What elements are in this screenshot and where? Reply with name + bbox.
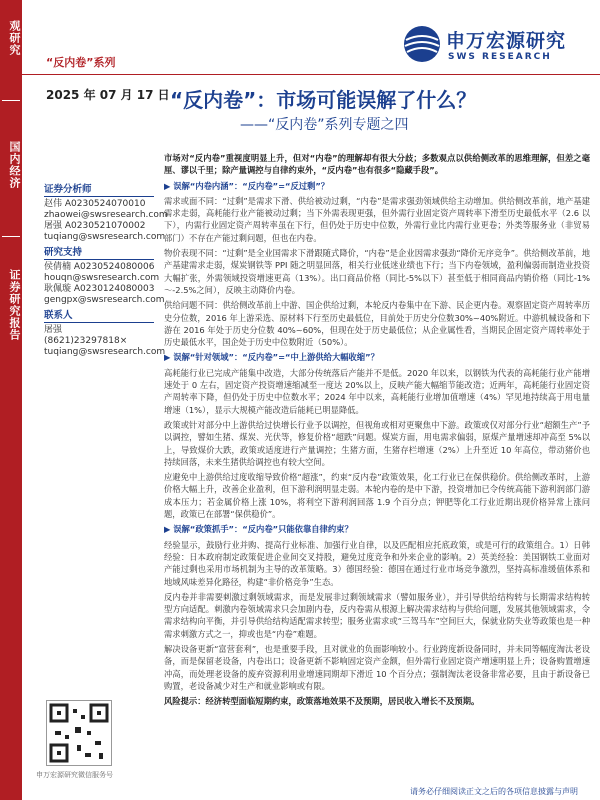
- analyst-line: 赵伟 A0230524070010: [44, 199, 146, 209]
- paragraph: 解决设备更新“富营套利”，也是重要手段，且对就业的负面影响较小。行业跨度新设备同时，并未同等幅度淘汰老设备，而是保留老设备，内卷出口；设备更新不影响固定资产金额，但外需行业固定资产增速明显上升；设备购置增速冲高，而处理老设备的废弃资源利用业增速同期却下滑近 10 个百分点；强制淘汰老设备非常必要，且由于新设备已购置，老设备减少对生产和就业影响或有限。: [164, 643, 590, 691]
- section-title-2: ▶ 误解“针对领域”：“反内卷”=“中上游供给大幅收缩”？: [164, 352, 379, 363]
- paragraph: 需求或面不同：“过剩”是需求下滑、供给被动过剩，“内卷”是需求强劲领域供给主动增加。供给侧改革前，地产基建需求走弱，高耗能行业产能被动过剩；当下外需表现更强，但外需行业固定资产周转率下滑至历史最低水平（2.6 以下），内需行业固定资产周转率虽在下行，但仍处于历史中位数，外需行业比内需行业更卷；外类等服务业（非贸易部门）不存在产能过剩问题，但也在内卷。: [164, 195, 590, 243]
- leftbar-label-report: 证券研究报告: [8, 269, 21, 341]
- header-rule: [22, 74, 600, 75]
- report-title: “反内卷”：市场可能误解了什么？: [170, 88, 477, 112]
- paragraph: 物价表现不同：“过剩”是全业国需求下滑跟随式降价，“内卷”是企业因需求强劲“降价无序竞争”。供给侧改革前，地产基建需求走弱，煤炭钢铁等 PPI 随之明显回落，相关行业低迷业绩也下行；当下内卷领域，盈利偏弱而制造业投资大幅扩张，外需领域投资增速更高（13%）。出口商品价格（同比-5%以下）甚至低于相同商品内销价格（同比-1%～-2.5%之间），反映主动降价内卷。: [164, 248, 590, 295]
- report-summary: [164, 152, 590, 710]
- analyst-email[interactable]: tuqiang@swsresearch.com: [44, 232, 166, 242]
- qr-code-icon: [47, 701, 111, 765]
- assistant-email[interactable]: gengpx@swsresearch.com: [44, 295, 165, 305]
- paragraph: 反内卷并非需要刺激过剩领域需求，而是发展非过剩领域需求（譬如服务业），并引导供给结构转与长期需求结构转型方向适配。刺激内卷领域需求只会加剧内卷，反内卷需从根源上解决需求结构与供给问题，发展其他领域需求，令需求结构向平衡，并引导供给结构适配需求转型；服务业需求或“三驾马车”空间巨大，保就业防失业等政策也是一种需求刺激方式之一，抑或也是“内卷”难题。: [164, 591, 590, 639]
- section-title-3: ▶ 误解“政策抓手”：“反内卷”只能依靠自律约束？: [164, 524, 353, 535]
- risk-warning: 风险提示：经济转型面临短期约束，政策落地效果不及预期，居民收入增长不及预期。: [164, 696, 480, 707]
- leftbar-divider: [2, 100, 20, 101]
- company-logo: [402, 24, 587, 68]
- paragraph: 政策或针对部分中上游供给过快增长行业予以调控，但视角或相对更聚焦中下游。政策或仅对部分行业“超额生产”予以调控，譬如生猪、煤炭、光伏等，修复价格“超跌”问题。煤炭方面，用电需求偏弱，原煤产量增速却冲高至 5%以上，导致煤价大跌，政策或适度进行产量调控；生猪方面，生猪存栏增速（2%）上升至近 10 年高位，带动猪价也持续回落，未来生猪供给调控也有较大空间。: [164, 419, 590, 467]
- assistant-email[interactable]: houqn@swsresearch.com: [44, 273, 160, 283]
- analyst-sidebar: [44, 180, 168, 358]
- intro-paragraph: 市场对“反内卷”重视度明显上升，但对“内卷”的理解却有很大分歧；多数观点以供给侧改革的思维理解，但差之毫厘、谬以千里；除产量调控与自律约束外，“反内卷”也有很多“隐藏手段”。: [164, 153, 590, 176]
- leftbar-divider: [2, 236, 20, 237]
- paragraph: 经验显示，鼓励行业并购、提高行业标准、加强行业自律，以及匹配相应托底政策，或是可行的政策组合。1）日韩经验：日本政府制定政策促进企业间交叉持股，避免过度竞争和外来企业的影响。2）英美经验：美国钢铁工业面对产能过剩也采用市场机制为主导的改革策略。3）德国经验：德国在通过行业市场竞争激烈，坚持高标准缓值体系和地域风味差异化路径，构建“非价格竞争”生态。: [164, 539, 590, 587]
- paragraph: 供给问题不同：供给侧改革前上中游、国企供给过剩，本轮反内卷集中在下游、民企更内卷。观察固定资产周转率历史分位数，2016 年上游采选、原材料下行至历史最低位，目前处于历史分位数30%~40%附近。中游机械设备和下游在 2016 年处于历史分位数 40%~60%，但现在处于历史最低位；从企业属性看，当期民企固定资产周转率处于历史最低水平，国企处于历史中位数附近（50%）。: [164, 300, 590, 348]
- report-subtitle: ——“反内卷”系列专题之四: [240, 117, 409, 133]
- analyst-header: 证券分析师: [44, 184, 154, 197]
- assistant-line: 侯倩楠 A0230524080006: [44, 262, 155, 272]
- paragraph: 应避免中上游供给过度收缩导致价格“超涨”，约束“反内卷”政策效果，化工行业已在保供稳价。供给侧改革时，上游价格大幅上升，改善企业盈利，但下游利润明显走弱。本轮内卷的是中下游，投资增加已令传统高能下游利润部门游成本压力；若金属价格上涨 10%，将利空下游利润回落 1.9 个百分点；钾肥等化工行业近期出现价格异常上涨问题，政策已在部署“保供稳价”。: [164, 472, 590, 520]
- assistant-header: 研究支持: [44, 247, 154, 260]
- analyst-line: 屠强 A0230521070002: [44, 221, 146, 231]
- contact-email[interactable]: tuqiang@swsresearch.com: [44, 347, 166, 357]
- contact-name: 屠强: [44, 325, 63, 335]
- analyst-email[interactable]: zhaowei@swsresearch.com: [44, 210, 168, 220]
- leftbar-label-macro: 国内经济: [8, 141, 21, 189]
- logo-chinese-name: 申万宏源研究: [446, 30, 567, 52]
- logo-globe-icon: [402, 24, 442, 64]
- assistant-line: 耿佩璇 A0230124080003: [44, 284, 155, 294]
- leftbar-label-research: 观研究: [8, 20, 21, 56]
- qr-code: [46, 700, 112, 766]
- contact-header: 联系人: [44, 310, 154, 323]
- paragraph: 高耗能行业已完成产能集中改造，大部分传统落后产能并不是低。2020 年以来，以钢铁为代表的高耗能行业产能增速处于 0 左右，固定资产投资增速缩减至一度达 20%以上，反映产能大幅缩节能改造；近两年，高耗能行业固定资产周转率下降，但仍处于历史中位数水平；2024 年中以来，高耗能行业增加值增速（4%）罕见地持续高于用电量增速（1%），显示大规模产能改造后能耗已明显降低。: [164, 367, 590, 415]
- logo-english-name: SWS RESEARCH: [448, 52, 552, 62]
- section-title-1: ▶ 误解“内卷内涵”：“反内卷”=“反过剩”？: [164, 180, 330, 191]
- report-date: 2025 年 07 月 17 日: [46, 88, 170, 102]
- contact-phone: (8621)23297818×: [44, 336, 128, 346]
- qr-caption: 申万宏源研究微信服务号: [36, 771, 113, 779]
- series-tag: “反内卷”系列: [46, 56, 116, 69]
- disclosure-note: 请务必仔细阅读正文之后的各项信息披露与声明: [410, 787, 578, 796]
